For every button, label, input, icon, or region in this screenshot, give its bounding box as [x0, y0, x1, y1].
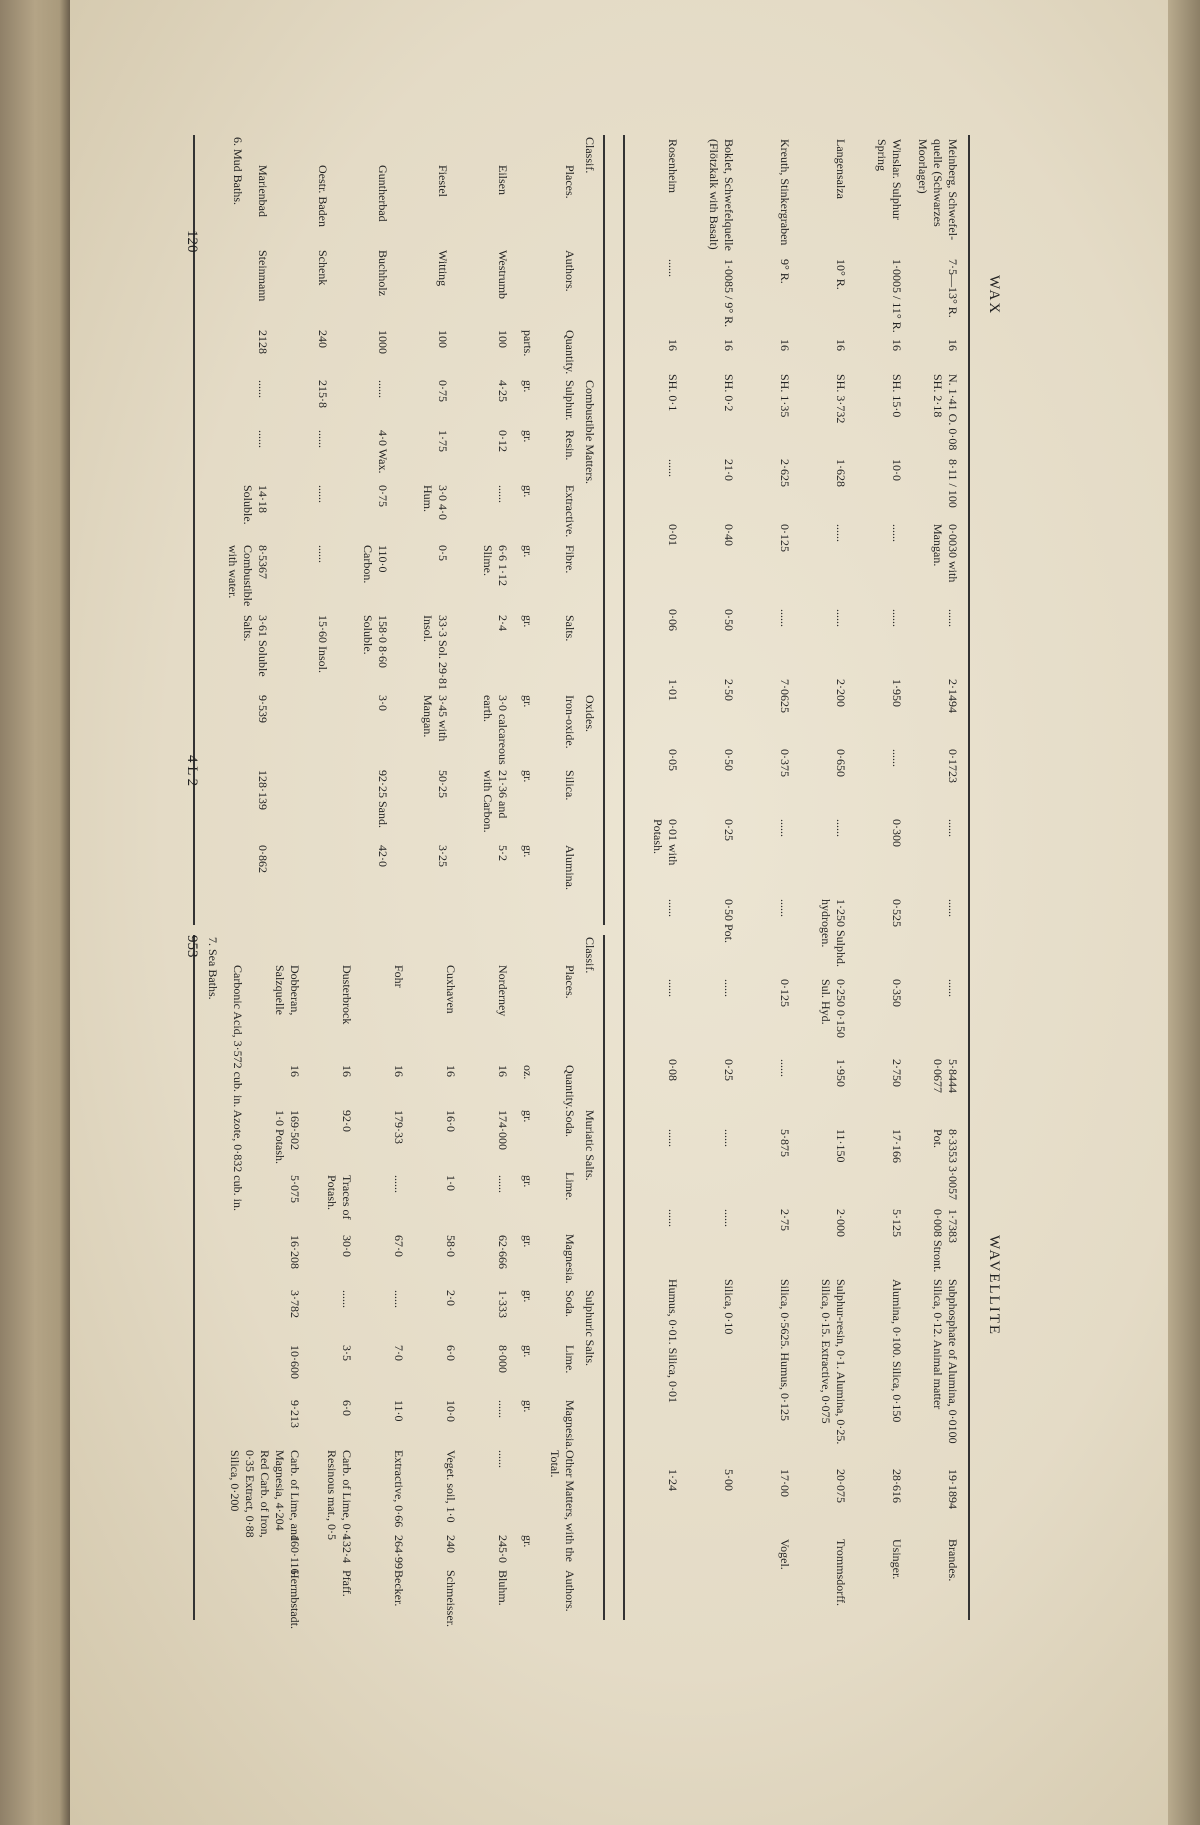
upper-row-qty: 16 — [778, 339, 792, 351]
mud-header-resin: Resin. — [563, 430, 577, 461]
upper-row-c4: 0·05 — [666, 749, 680, 771]
mud-row-fibre: ...... — [316, 545, 330, 563]
sea-row-author: Becker. — [392, 1570, 406, 1607]
upper-row-c6: 0·525 — [890, 899, 904, 927]
sea-row-author: Pfaff. — [340, 1570, 354, 1597]
mud-row-place: Marienbad — [256, 165, 270, 217]
sea-row-total: 160·116 — [288, 1535, 302, 1575]
upper-row-place: Boklet, Schwefelquelle (Flötzkalk with Basalt) — [707, 139, 736, 251]
mud-header-authors: Authors. — [563, 250, 577, 292]
upper-row-place: Winslar. Sulphur Spring — [875, 139, 904, 220]
sea-row-s_mag: 10·0 — [444, 1400, 458, 1422]
sea-row-s_soda: ...... — [340, 1290, 354, 1308]
page-number-right: 953 — [184, 935, 200, 958]
mud-unit-resin: gr. — [521, 430, 535, 443]
sea-header-authors: Authors. — [563, 1570, 577, 1612]
upper-row-c1: 0·01 — [666, 524, 680, 546]
sea-row-qty: 16 — [392, 1065, 406, 1077]
upper-row-c7: 0·250 0·150 Sul. Hyd. — [819, 979, 848, 1038]
mud-header-quantity: Quantity. — [563, 330, 577, 375]
sea-row-other: Carb. of Lime, 0·4 Resinous mat., 0·5 — [325, 1450, 354, 1540]
upper-row-place: Kreuth, Stinkergraben — [778, 139, 792, 246]
sea-row-m_soda: 169·502 1·0 Potash. — [273, 1110, 302, 1164]
mud-row-extractive: 14·18 Soluble. — [241, 485, 270, 525]
sea-row-m_soda: 174·000 — [496, 1110, 510, 1150]
upper-row-c3: 7·0625 — [778, 679, 792, 713]
sea-row-s_lime: 3·5 — [340, 1345, 354, 1361]
sea-row-qty: 16 — [288, 1065, 302, 1077]
upper-row-c4: 0·1723 — [946, 749, 960, 783]
upper-row-c5: 0·25 — [722, 819, 736, 841]
sea-header-places: Places. — [563, 965, 577, 999]
upper-row-c5: 0·300 — [890, 819, 904, 847]
mud-row-alumina: 3·25 — [436, 845, 450, 867]
upper-row-c10: 2·000 — [834, 1209, 848, 1237]
upper-row-c7: ...... — [722, 979, 736, 997]
mud-row-author: Schenk — [316, 250, 330, 286]
upper-row-total: 28·616 — [890, 1469, 904, 1503]
sea-header-s-magnesia: Magnesia. — [563, 1400, 577, 1450]
upper-row-gas: SH. 15·0 — [890, 374, 904, 418]
upper-row-c5: ...... — [834, 819, 848, 837]
sea-row-qty: 16 — [340, 1065, 354, 1077]
sea-row-m_lime: 5·075 — [288, 1175, 302, 1203]
mud-header-sulphur: Sulphur. — [563, 380, 577, 421]
upper-row-c8: 0·08 — [666, 1059, 680, 1081]
mud-row-salts: 33·3 Sol. 29·81 Insol. — [421, 615, 450, 690]
sea-row-place: Fohr — [392, 965, 406, 988]
mud-header-silica: Silica. — [563, 770, 577, 801]
mud-header-places: Places. — [563, 165, 577, 199]
mud-row-place: Oestr. Baden — [316, 165, 330, 227]
sea-header-m-lime: Lime. — [563, 1172, 577, 1201]
upper-row-place: Meinberg, Schwefel-quelle (Schwarzes Moorlager) — [916, 139, 960, 241]
mud-row-iron: 9·539 — [256, 695, 270, 723]
mud-row-silica: 128·139 — [256, 770, 270, 810]
upper-row-c3: 1·01 — [666, 679, 680, 701]
sea-unit-g: gr. — [521, 1175, 535, 1188]
upper-row-c7: ...... — [946, 979, 960, 997]
upper-row-other: Sulphur-resin, 0·1. Alumina, 0·25. Silica, 0·15. Extractive, 0·075 — [819, 1279, 848, 1445]
upper-row-c6: ...... — [946, 899, 960, 917]
mud-header-fibre: Fibre. — [563, 545, 577, 574]
mud-row-iron: 3·0 calcareous earth. — [481, 695, 510, 765]
upper-row-c8: 5·8444 0·0677 — [931, 1059, 960, 1093]
mud-row-qty: 240 — [316, 330, 330, 348]
sea-row-author: Bluhm. — [496, 1570, 510, 1606]
sea-row-qty: 16 — [444, 1065, 458, 1077]
sea-row-s_soda: ...... — [392, 1290, 406, 1308]
upper-row-place: Rosenheim — [666, 139, 680, 193]
upper-row-gas_total: 21·0 — [722, 459, 736, 481]
upper-row-c1: ...... — [834, 524, 848, 542]
sea-row-other: ...... — [496, 1450, 510, 1468]
mud-row-sulphur: 0·75 — [436, 380, 450, 402]
sea-unit-g: gr. — [521, 1290, 535, 1303]
mud-row-qty: 2128 — [256, 330, 270, 354]
mud-unit-salts: gr. — [521, 615, 535, 628]
upper-row-c10: ...... — [722, 1209, 736, 1227]
mud-row-salts: 15·60 Insol. — [316, 615, 330, 673]
upper-row-c10: 5·125 — [890, 1209, 904, 1237]
upper-row-c4: 0·50 — [722, 749, 736, 771]
sea-row-s_lime: 10·600 — [288, 1345, 302, 1379]
upper-row-c5: ...... — [778, 819, 792, 837]
sea-row-s_soda: 2·0 — [444, 1290, 458, 1306]
sea-row-author: Schmeisser. — [444, 1570, 458, 1627]
sea-header-sulphuric: Sulphuric Salts. — [583, 1290, 597, 1367]
upper-row-gas: SH. 3·732 — [834, 374, 848, 424]
sea-row-s_lime: 6·0 — [444, 1345, 458, 1361]
upper-row-c9: ...... — [666, 1129, 680, 1147]
upper-row-c1: 0·40 — [722, 524, 736, 546]
upper-row-c4: 0·650 — [834, 749, 848, 777]
sea-row-total: 245·0 — [496, 1535, 510, 1563]
mud-unit-silica: gr. — [521, 770, 535, 783]
upper-row-c3: 1·950 — [890, 679, 904, 707]
upper-row-qty: 16 — [890, 339, 904, 351]
upper-row-author: Trommsdorff. — [834, 1539, 848, 1607]
upper-row-c2: ...... — [946, 609, 960, 627]
mud-row-resin: ...... — [316, 430, 330, 448]
sea-row-m_soda: 179·33 — [392, 1110, 406, 1144]
sea-header-m-magnesia: Magnesia. — [563, 1234, 577, 1284]
upper-row-c8: ...... — [778, 1059, 792, 1077]
sea-footnote: Carbonic Acid, 3·572 cub. in. Azote, 0·832 cub. in. — [231, 965, 245, 1211]
mud-header-salts: Salts. — [563, 615, 577, 642]
upper-row-gas: SH. 1·35 — [778, 374, 792, 418]
mud-unit-iron: gr. — [521, 695, 535, 708]
upper-row-c10: 1·7383 0·008 Stront. — [931, 1209, 960, 1273]
upper-row-c4: ...... — [890, 749, 904, 767]
mud-row-qty: 100 — [496, 330, 510, 348]
sea-row-s_mag: 11·0 — [392, 1400, 406, 1422]
upper-row-total: 1·24 — [666, 1469, 680, 1491]
sea-unit-g: gr. — [521, 1535, 535, 1548]
running-head-left: WAX — [986, 275, 1002, 316]
sea-row-m_soda: 92·0 — [340, 1110, 354, 1132]
mud-unit-extractive: gr. — [521, 485, 535, 498]
sea-row-other: Carb. of Lime, and Magnesia, 4·204 Red Carb. of Iron, 0·35 Extract, 0·88 Silica, 0·200 — [228, 1450, 302, 1541]
upper-row-other: Alumina, 0·100. Silica, 0·150 — [890, 1279, 904, 1423]
sea-row-s_mag: ...... — [496, 1400, 510, 1418]
mud-row-extractive: ...... — [316, 485, 330, 503]
upper-row-temp: 7·5—13° R. — [946, 259, 960, 318]
upper-row-gas_total: 10·0 — [890, 459, 904, 481]
upper-row-qty: 16 — [946, 339, 960, 351]
upper-row-qty: 16 — [666, 339, 680, 351]
sea-row-m_lime: ...... — [392, 1175, 406, 1193]
mud-row-resin: 4·0 Wax. — [376, 430, 390, 474]
mud-row-author: Witting — [436, 250, 450, 287]
mud-row-fibre: 110·0 Carbon. — [361, 545, 390, 584]
upper-row-gas_total: 2·625 — [778, 459, 792, 487]
facing-page-edge — [0, 0, 70, 1825]
upper-row-c1: 0·0030 with Mangan. — [931, 524, 960, 583]
sea-header-s-soda: Soda. — [563, 1290, 577, 1317]
sea-row-qty: 16 — [496, 1065, 510, 1077]
upper-row-total: 5·00 — [722, 1469, 736, 1491]
sea-classif-label: 7. Sea Baths. — [206, 937, 220, 1000]
sea-row-m_mag: 30·0 — [340, 1235, 354, 1257]
mud-row-qty: 100 — [436, 330, 450, 348]
sea-row-other: Extractive, 0·66 — [392, 1450, 406, 1528]
upper-row-c10: 2·75 — [778, 1209, 792, 1231]
mud-unit-fibre: gr. — [521, 545, 535, 558]
mud-row-qty: 1000 — [376, 330, 390, 354]
sea-row-m_lime: Traces of Potash. — [325, 1175, 354, 1220]
upper-row-total: 17·00 — [778, 1469, 792, 1497]
upper-row-author: Brandes. — [946, 1539, 960, 1582]
upper-row-total: 20·075 — [834, 1469, 848, 1503]
sea-row-m_soda: 16·0 — [444, 1110, 458, 1132]
upper-row-c7: 0·125 — [778, 979, 792, 1007]
upper-row-gas: SH. 0·2 — [722, 374, 736, 412]
sea-row-total: 132·4 — [340, 1535, 354, 1563]
mud-row-resin: ...... — [256, 430, 270, 448]
mud-row-resin: 1·75 — [436, 430, 450, 452]
upper-row-temp: ...... — [666, 259, 680, 277]
upper-row-c9: 5·875 — [778, 1129, 792, 1157]
mud-row-alumina: 0·862 — [256, 845, 270, 873]
upper-row-c7: ...... — [666, 979, 680, 997]
sea-row-s_mag: 6·0 — [340, 1400, 354, 1416]
upper-row-c7: 0·350 — [890, 979, 904, 1007]
sea-row-author: Hermbstadt. — [288, 1570, 302, 1629]
upper-row-c1: 0·125 — [778, 524, 792, 552]
mud-row-place: Eilsen — [496, 165, 510, 195]
upper-row-author: Vogel. — [778, 1539, 792, 1570]
sea-header-m-soda: Soda. — [563, 1110, 577, 1137]
upper-row-c8: 0·25 — [722, 1059, 736, 1081]
upper-row-temp: 1·0005 / 11° R. — [890, 259, 904, 333]
mud-row-place: Fiestel — [436, 165, 450, 197]
upper-row-author: Usinger. — [890, 1539, 904, 1580]
mud-row-fibre: 0·5 — [436, 545, 450, 561]
upper-row-gas: SH. 0·1 — [666, 374, 680, 412]
sea-header-classif: Classif. — [583, 937, 597, 974]
mud-row-extractive: ...... — [496, 485, 510, 503]
sea-row-place: Dusterbrock — [340, 965, 354, 1025]
sea-row-place: Dobberan, Salzquelle — [273, 965, 302, 1016]
sea-row-place: Norderney — [496, 965, 510, 1017]
upper-row-gas_total: 8·11 / 100 — [946, 459, 960, 508]
sea-header-quantity: Quantity. — [563, 1065, 577, 1110]
sea-row-m_mag: 67·0 — [392, 1235, 406, 1257]
upper-row-qty: 16 — [722, 339, 736, 351]
running-head-right: WAVELLITE — [986, 1235, 1002, 1337]
sea-unit-g: gr. — [521, 1110, 535, 1123]
sea-row-other: Veget. soil, 1·0 — [444, 1450, 458, 1523]
mud-row-iron: 3·0 — [376, 695, 390, 711]
mud-row-alumina: 42·0 — [376, 845, 390, 867]
upper-row-c8: 2·750 — [890, 1059, 904, 1087]
mud-row-silica: 50·25 — [436, 770, 450, 798]
upper-row-c2: ...... — [834, 609, 848, 627]
mud-row-sulphur: ...... — [256, 380, 270, 398]
upper-row-gas: N. 1·41 O. 0·08 SH. 2·18 — [931, 374, 960, 451]
rotated-table-spread — [180, 135, 1002, 1629]
upper-row-c2: ...... — [890, 609, 904, 627]
upper-row-gas_total: 1·628 — [834, 459, 848, 487]
upper-row-c9: 17·166 — [890, 1129, 904, 1163]
mud-unit-quantity: parts. — [521, 330, 535, 357]
upper-row-total: 19·1894 — [946, 1469, 960, 1509]
mud-row-fibre: 8·5367 Combustible with water. — [226, 545, 270, 607]
mud-row-resin: 0·12 — [496, 430, 510, 452]
sea-row-m_mag: 58·0 — [444, 1235, 458, 1257]
sea-row-place: Cuxhaven — [444, 965, 458, 1014]
mud-row-sulphur: ...... — [376, 380, 390, 398]
mud-row-author: Westrumb — [496, 250, 510, 300]
upper-row-other: Subphosphate of Alumina, 0·0100 Silica, 0·12. Animal matter — [931, 1279, 960, 1444]
mud-header-oxides: Oxides. — [583, 695, 597, 732]
sea-row-m_mag: 62·666 — [496, 1235, 510, 1269]
mud-row-author: Buchholz — [376, 250, 390, 296]
mud-row-salts: 158·0 8·60 Soluble. — [361, 615, 390, 668]
upper-row-c3: 2·1494 — [946, 679, 960, 713]
upper-row-temp: 9° R. — [778, 259, 792, 284]
sea-row-total: 264·99 — [392, 1535, 406, 1569]
upper-row-c6: 1·250 Sulphd. hydrogen. — [819, 899, 848, 968]
mud-row-sulphur: 215·8 — [316, 380, 330, 408]
mud-row-place: Guntherbad — [376, 165, 390, 222]
page-right-edge — [1168, 0, 1200, 1825]
upper-row-c2: 0·50 — [722, 609, 736, 631]
upper-row-other: Silica, 0·5625. Humus, 0·125 — [778, 1279, 792, 1421]
sea-row-s_mag: 9·213 — [288, 1400, 302, 1428]
sea-unit-quantity: oz. — [521, 1065, 535, 1080]
upper-row-c6: ...... — [666, 899, 680, 917]
upper-row-c3: 2·50 — [722, 679, 736, 701]
mud-row-extractive: 0·75 — [376, 485, 390, 507]
mud-row-silica: 21·36 and with Carbon. — [481, 770, 510, 833]
sea-row-m_lime: ...... — [496, 1175, 510, 1193]
upper-row-c9: ...... — [722, 1129, 736, 1147]
sea-header-other: Other Matters, with the Total. — [548, 1450, 577, 1562]
mud-classif-label: 6. Mud Baths. — [231, 137, 245, 206]
sea-header-s-lime: Lime. — [563, 1345, 577, 1374]
upper-row-c4: 0·375 — [778, 749, 792, 777]
mud-row-author: Steinmann — [256, 250, 270, 302]
mud-unit-sulphur: gr. — [521, 380, 535, 393]
mud-row-silica: 92·25 Sand. — [376, 770, 390, 828]
mud-row-salts: 2·4 — [496, 615, 510, 631]
upper-row-c9: 8·3353 3·0057 Pot. — [931, 1129, 960, 1200]
mud-row-salts: 3·61 Soluble Salts. — [241, 615, 270, 677]
upper-row-c1: ...... — [890, 524, 904, 542]
upper-row-gas_total: ...... — [666, 459, 680, 477]
upper-row-c6: 0·50 Pot. — [722, 899, 736, 944]
sea-row-s_lime: 8·000 — [496, 1345, 510, 1373]
mud-header-extractive: Extractive. — [563, 485, 577, 538]
sea-row-s_soda: 1·333 — [496, 1290, 510, 1318]
sea-row-m_mag: 16·208 — [288, 1235, 302, 1269]
upper-row-c5: ...... — [946, 819, 960, 837]
mud-header-iron: Iron-oxide. — [563, 695, 577, 749]
upper-row-c10: ...... — [666, 1209, 680, 1227]
sea-row-s_soda: 3·782 — [288, 1290, 302, 1318]
mud-unit-alumina: gr. — [521, 845, 535, 858]
mud-header-classif: Classif. — [583, 137, 597, 174]
upper-row-temp: 1·0085 / 9° R. — [722, 259, 736, 328]
sea-unit-g: gr. — [521, 1345, 535, 1358]
sea-row-m_lime: 1·0 — [444, 1175, 458, 1191]
mud-header-combustible: Combustible Matters. — [583, 380, 597, 484]
mud-row-sulphur: 4·25 — [496, 380, 510, 402]
mud-row-fibre: 6·6 1·12 Slime. — [481, 545, 510, 586]
mud-row-iron: 3·45 with Mangan. — [421, 695, 450, 742]
sea-unit-g: gr. — [521, 1235, 535, 1248]
sea-row-s_lime: 7·0 — [392, 1345, 406, 1361]
upper-row-c9: 11·150 — [834, 1129, 848, 1163]
upper-row-other: Humus, 0·01. Silica, 0·01 — [666, 1279, 680, 1403]
mud-row-alumina: 5·2 — [496, 845, 510, 861]
upper-row-c2: ...... — [778, 609, 792, 627]
mud-header-alumina: Alumina. — [563, 845, 577, 890]
page-number-left: 120 — [184, 230, 200, 253]
sea-unit-g: gr. — [521, 1400, 535, 1413]
mud-row-extractive: 3·0 4·0 Hum. — [421, 485, 450, 520]
upper-row-temp: 10° R. — [834, 259, 848, 290]
upper-row-c2: 0·06 — [666, 609, 680, 631]
upper-row-other: Silica, 0·10 — [722, 1279, 736, 1335]
sea-header-muriatic: Muriatic Salts. — [583, 1110, 597, 1181]
upper-row-c6: ...... — [778, 899, 792, 917]
sea-row-total: 240 — [444, 1535, 458, 1553]
signature-mark: 4 L 2 — [184, 755, 200, 787]
upper-row-c3: 2·200 — [834, 679, 848, 707]
upper-row-place: Langensalza — [834, 139, 848, 199]
upper-row-qty: 16 — [834, 339, 848, 351]
upper-row-c5: 0·01 with Potash. — [651, 819, 680, 866]
upper-row-c8: 1·950 — [834, 1059, 848, 1087]
